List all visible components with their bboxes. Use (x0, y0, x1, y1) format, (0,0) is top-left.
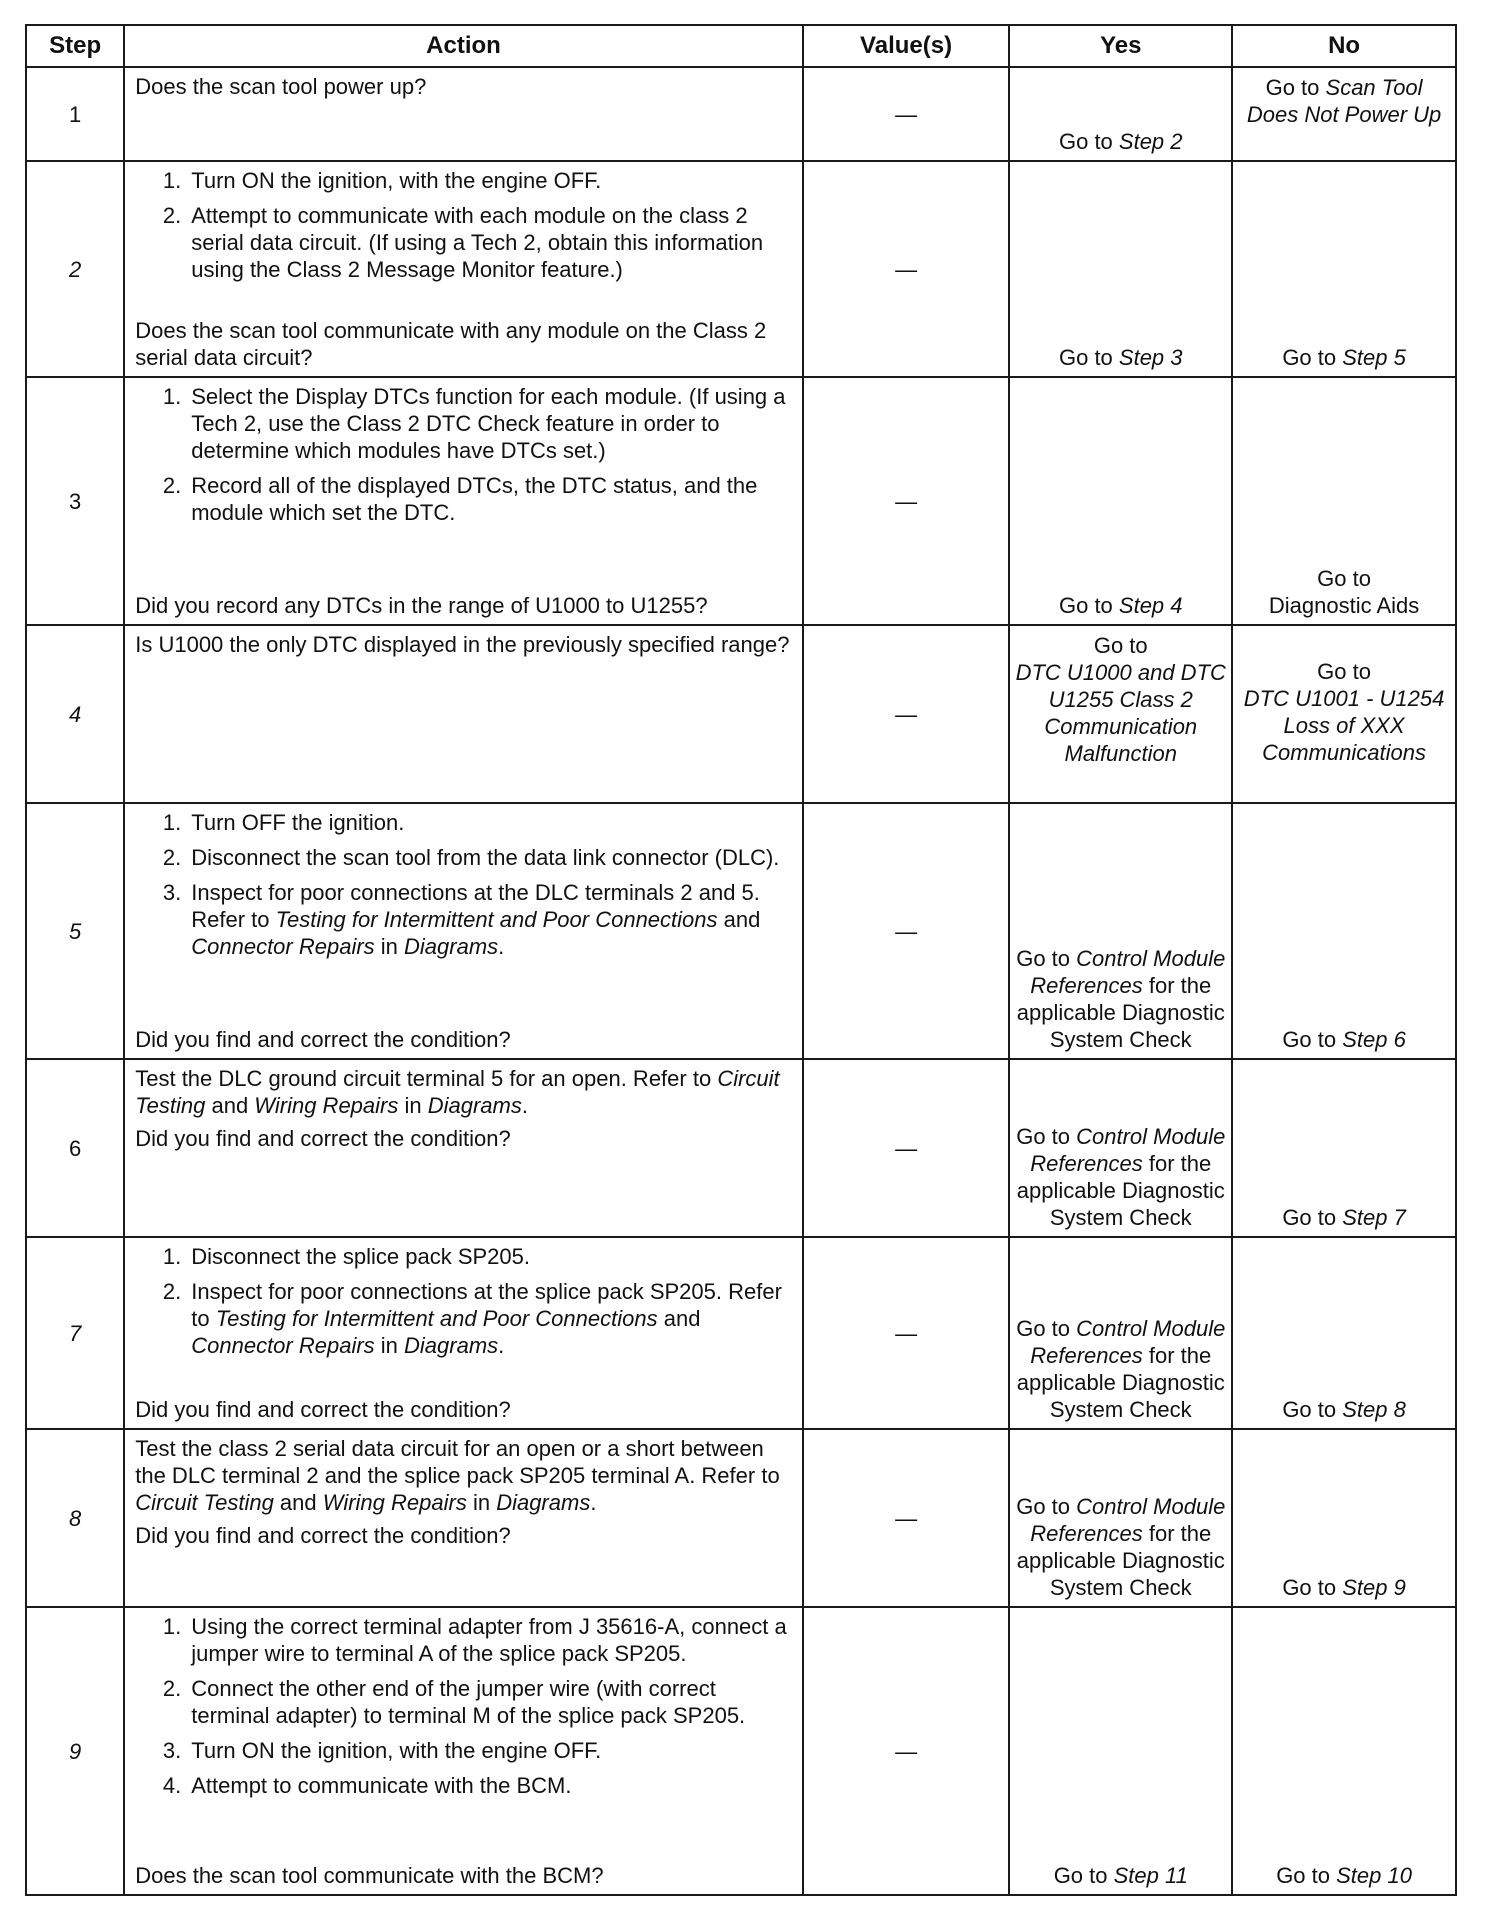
header-action: Action (124, 25, 803, 67)
no-cell: Go to DTC U1001 - U1254 Loss of XXX Communications (1232, 625, 1456, 803)
yes-link: Control Module References (1030, 1316, 1226, 1368)
header-yes: Yes (1009, 25, 1232, 67)
step-number: 1 (26, 67, 124, 161)
no-cell: Go to Step 5 (1232, 161, 1456, 377)
no-link: Step 7 (1342, 1205, 1406, 1230)
no-cell: Go to Step 7 (1232, 1059, 1456, 1237)
action-question: Does the scan tool power up? (135, 74, 427, 99)
yes-cell (1009, 67, 1232, 161)
action-cell (124, 161, 803, 377)
yes-cell: Go to Control Module References for the applicable Diagnostic System Check (1009, 1059, 1232, 1237)
table-row (26, 1429, 1456, 1607)
table-row (26, 377, 1456, 625)
action-item: 3. Inspect for poor connections at the DLC terminals 2 and 5. Refer to Testing for Intermittent and Poor Connections and Connector Repairs in Diagrams. (162, 880, 761, 959)
action-question: Does the scan tool communicate with any module on the Class 2 serial data circuit? (135, 318, 767, 370)
yes-link: Control Module References (1030, 1124, 1226, 1176)
action-item: 2. Attempt to communicate with each module on the class 2 serial data circuit. (If using a Tech 2, obtain this information using the Class 2 Message Monitor feature.) (162, 203, 764, 282)
yes-cell: Go to DTC U1000 and DTC U1255 Class 2 Communication Malfunction (1009, 625, 1232, 803)
step-number: 8 (26, 1429, 124, 1607)
no-link: Step 5 (1342, 345, 1406, 370)
table-row (26, 803, 1456, 1059)
action-item: 4. Attempt to communicate with the BCM. (162, 1773, 572, 1798)
action-item: 1. Select the Display DTCs function for each module. (If using a Tech 2, use the Class 2 DTC Check feature in order to determine which modules have DTCs set.) (162, 384, 786, 463)
action-item: 2. Connect the other end of the jumper wire (with correct terminal adapter) to terminal M of the splice pack SP205. (162, 1676, 746, 1728)
action-item: 2. Record all of the displayed DTCs, the DTC status, and the module which set the DTC. (162, 473, 758, 525)
action-question: Does the scan tool communicate with the BCM? (135, 1863, 604, 1888)
action-question: Did you find and correct the condition? (135, 1523, 511, 1548)
step-number: 9 (26, 1607, 124, 1895)
step-number: 7 (26, 1237, 124, 1429)
no-link: Step 6 (1342, 1027, 1406, 1052)
table-row (26, 67, 1456, 161)
value-cell: — (803, 161, 1010, 377)
step-number: 5 (26, 803, 124, 1059)
yes-link: Step 4 (1118, 593, 1183, 618)
no-link: Step 10 (1336, 1863, 1412, 1888)
yes-link: Step 2 (1118, 129, 1183, 154)
action-question: Did you find and correct the condition? (135, 1126, 511, 1151)
action-item: 2. Disconnect the scan tool from the data link connector (DLC). (162, 845, 780, 870)
action-text: Test the DLC ground circuit terminal 5 for an open. Refer to Circuit Testing and Wiring Repairs in Diagrams. (135, 1066, 780, 1118)
action-question: Did you record any DTCs in the range of U1000 to U1255? (135, 593, 708, 618)
action-item: 1. Using the correct terminal adapter from J 35616-A, connect a jumper wire to terminal A of the splice pack SP205. (162, 1614, 787, 1666)
yes-cell: Go to Step 11 (1009, 1607, 1232, 1895)
action-cell (124, 1059, 803, 1237)
no-cell: Go to Step 10 (1232, 1607, 1456, 1895)
yes-link: Control Module References (1030, 946, 1226, 998)
step-number: 3 (26, 377, 124, 625)
value-cell: — (803, 1059, 1010, 1237)
action-cell (124, 377, 803, 625)
header-row (26, 25, 1456, 67)
no-cell: Go to Step 6 (1232, 803, 1456, 1059)
value-cell: — (803, 1237, 1010, 1429)
action-cell (124, 803, 803, 1059)
no-link: Step 9 (1342, 1575, 1406, 1600)
action-question: Did you find and correct the condition? (135, 1027, 511, 1052)
action-item: 1. Turn OFF the ignition. (162, 810, 405, 835)
step-number: 2 (26, 161, 124, 377)
no-cell (1232, 67, 1456, 161)
action-cell (124, 1237, 803, 1429)
action-question: Did you find and correct the condition? (135, 1397, 511, 1422)
step-number: 4 (26, 625, 124, 803)
action-item: 1. Disconnect the splice pack SP205. (162, 1244, 530, 1269)
table-row (26, 161, 1456, 377)
table-row (26, 1237, 1456, 1429)
table-row (26, 1607, 1456, 1895)
value-cell: — (803, 1607, 1010, 1895)
diagnostic-table (25, 24, 1457, 1896)
action-item: 2. Inspect for poor connections at the splice pack SP205. Refer to Testing for Intermittent and Poor Connections and Connector Repairs in Diagrams. (162, 1279, 782, 1358)
action-cell (124, 67, 803, 161)
action-text: Test the class 2 serial data circuit for an open or a short between the DLC terminal 2 and the splice pack SP205 terminal A. Refer to Circuit Testing and Wiring Repairs in Diagrams. (135, 1436, 780, 1515)
action-cell (124, 1429, 803, 1607)
value-cell: — (803, 803, 1010, 1059)
yes-cell: Go to Control Module References for the applicable Diagnostic System Check (1009, 803, 1232, 1059)
no-link: Step 8 (1342, 1397, 1406, 1422)
no-link: DTC U1001 - U1254 Loss of XXX Communications (1243, 685, 1445, 765)
step-number: 6 (26, 1059, 124, 1237)
action-cell (124, 625, 803, 803)
value-cell: — (803, 67, 1010, 161)
action-item: 1. Turn ON the ignition, with the engine OFF. (162, 168, 602, 193)
table-row (26, 625, 1456, 803)
no-prefix: Go to (1265, 75, 1326, 100)
action-question: Is U1000 the only DTC displayed in the previously specified range? (135, 632, 790, 657)
action-item: 3. Turn ON the ignition, with the engine OFF. (162, 1738, 602, 1763)
no-link: Scan Tool Does Not Power Up (1246, 75, 1442, 127)
no-cell: Go to Step 8 (1232, 1237, 1456, 1429)
no-cell: Go to Step 9 (1232, 1429, 1456, 1607)
yes-link: Control Module References (1030, 1494, 1226, 1546)
value-cell: — (803, 625, 1010, 803)
header-step: Step (26, 25, 124, 67)
table-row (26, 1059, 1456, 1237)
action-cell (124, 1607, 803, 1895)
yes-cell: Go to Control Module References for the applicable Diagnostic System Check (1009, 1429, 1232, 1607)
yes-link: Step 3 (1118, 345, 1183, 370)
yes-cell: Go to Control Module References for the applicable Diagnostic System Check (1009, 1237, 1232, 1429)
value-cell: — (803, 1429, 1010, 1607)
no-cell: Go to Diagnostic Aids (1232, 377, 1456, 625)
yes-link: DTC U1000 and DTC U1255 Class 2 Communication Malfunction (1015, 660, 1226, 766)
yes-prefix: Go to (1058, 129, 1119, 154)
yes-cell: Go to Step 4 (1009, 377, 1232, 625)
value-cell: — (803, 377, 1010, 625)
no-link: Diagnostic Aids (1268, 593, 1420, 618)
yes-cell: Go to Step 3 (1009, 161, 1232, 377)
header-values: Value(s) (803, 25, 1010, 67)
yes-link: Step 11 (1113, 1863, 1188, 1888)
header-no: No (1232, 25, 1456, 67)
